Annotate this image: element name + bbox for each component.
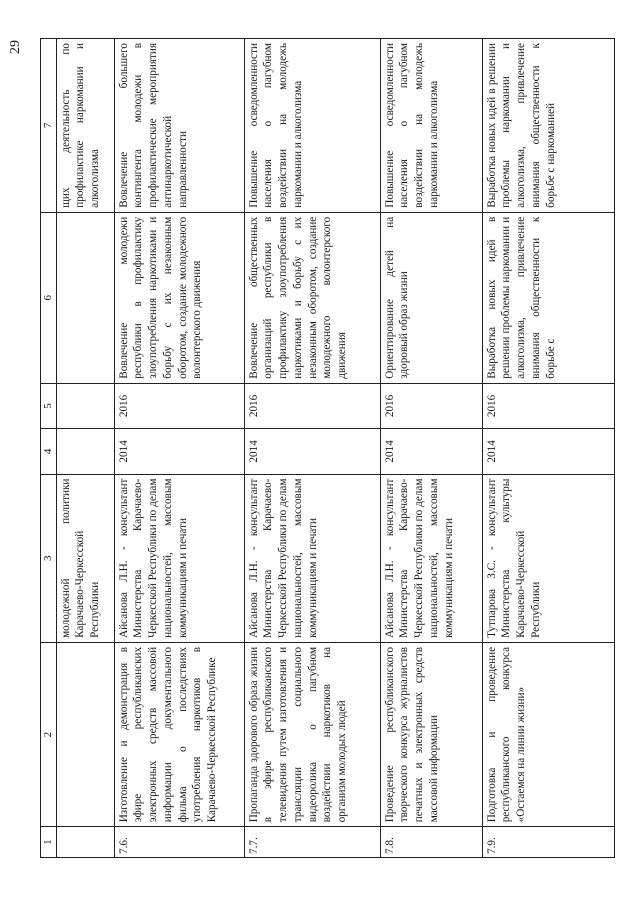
indicator-cell: Повышение осведомленности населения о пагубном воздействии на молодежь наркомании и алкоголизма [244,39,380,213]
row-number-cell [56,827,114,858]
indicator-cell: Выработка новых идей в решении проблемы наркомании и алкоголизма, привлечение внимания общественности к борьбе с наркоманией [482,39,614,213]
page-number: 29 [8,40,23,54]
column-number: 7 [41,39,57,213]
column-number: 5 [41,383,57,428]
document-page [0,20,640,884]
executor-cell: молодежной политики Карачаево-Черкесской Республики [56,474,114,642]
event-cell: Проведение республиканского творческого конкурса журналистов печатных и электронных средств массовой информации [380,642,482,826]
table-row [482,39,614,858]
result-cell: Вовлечение молодежи республики в профилактику злоупотребления наркотиками и борьбу с их незаконным оборотом, создание молодежного волонтерского движения [114,212,244,383]
row-number-cell: 7.6. [114,827,244,858]
indicator-cell: щих деятельность по профилактике наркомании и алкоголизма [56,39,114,213]
program-table [40,38,615,858]
event-cell: Подготовка и проведение республиканского конкурса «Остаемся на линии жизни» [482,642,614,826]
table-row [114,39,244,858]
end-year-cell: 2016 [482,383,614,428]
start-year-cell: 2014 [482,429,614,474]
indicator-cell: Повышение осведомленности населения о пагубном воздействии на молодежь наркомании и алкоголизма [380,39,482,213]
column-number: 6 [41,212,57,383]
executor-cell: Тутпарова З.С. - консультант Министерства культуры Карачаево-Черкесской Республики [482,474,614,642]
row-number-cell: 7.8. [380,827,482,858]
table-row [56,39,114,858]
end-year-cell: 2016 [114,383,244,428]
row-number-cell: 7.7. [244,827,380,858]
executor-cell: Айсанова Л.Н. - консультант Министерства Карачаево-Черкесской Республики по делам национальностей, массовым коммуникациям и печати [380,474,482,642]
result-cell [56,212,114,383]
table-row [380,39,482,858]
start-year-cell: 2014 [244,429,380,474]
end-year-cell: 2016 [380,383,482,428]
event-cell [56,642,114,826]
table-row [244,39,380,858]
column-number-row [41,39,57,858]
event-cell: Пропаганда здорового образа жизни в эфире республиканского телевидения путем изготовления и трансляции социального видеоролика о пагубном воздействии наркотиков на организм молодых людей [244,642,380,826]
column-number: 2 [41,642,57,826]
indicator-cell: Вовлечение большего контингента молодежи в профилактические мероприятия антинаркотической направленности [114,39,244,213]
result-cell: Выработка новых идей в решении проблемы наркомании и алкоголизма, привлечение внимания общественности к борьбе с [482,212,614,383]
end-year-cell [56,383,114,428]
column-number: 1 [41,827,57,858]
result-cell: Вовлечение общественных организаций республики в профилактику злоупотребления наркотиками и борьбу с их незаконным оборотом, создание молодежного волонтерского движения [244,212,380,383]
executor-cell: Айсанова Л.Н. - консультант Министерства Карачаево-Черкесской Республики по делам национальностей, массовым коммуникациям и печати [114,474,244,642]
row-number-cell: 7.9. [482,827,614,858]
result-cell: Ориентирование детей на здоровый образ жизни [380,212,482,383]
column-number: 4 [41,429,57,474]
start-year-cell: 2014 [114,429,244,474]
column-number: 3 [41,474,57,642]
start-year-cell [56,429,114,474]
start-year-cell: 2014 [380,429,482,474]
end-year-cell: 2016 [244,383,380,428]
executor-cell: Айсанова Л.Н. - консультант Министерства Карачаево-Черкесской Республики по делам национальностей, массовым коммуникациям и печати [244,474,380,642]
event-cell: Изготовление и демонстрация в эфире республиканских электронных средств массовой информации документального фильма о последствиях употребления наркотиков в Карачаево-Черкесской Республике [114,642,244,826]
